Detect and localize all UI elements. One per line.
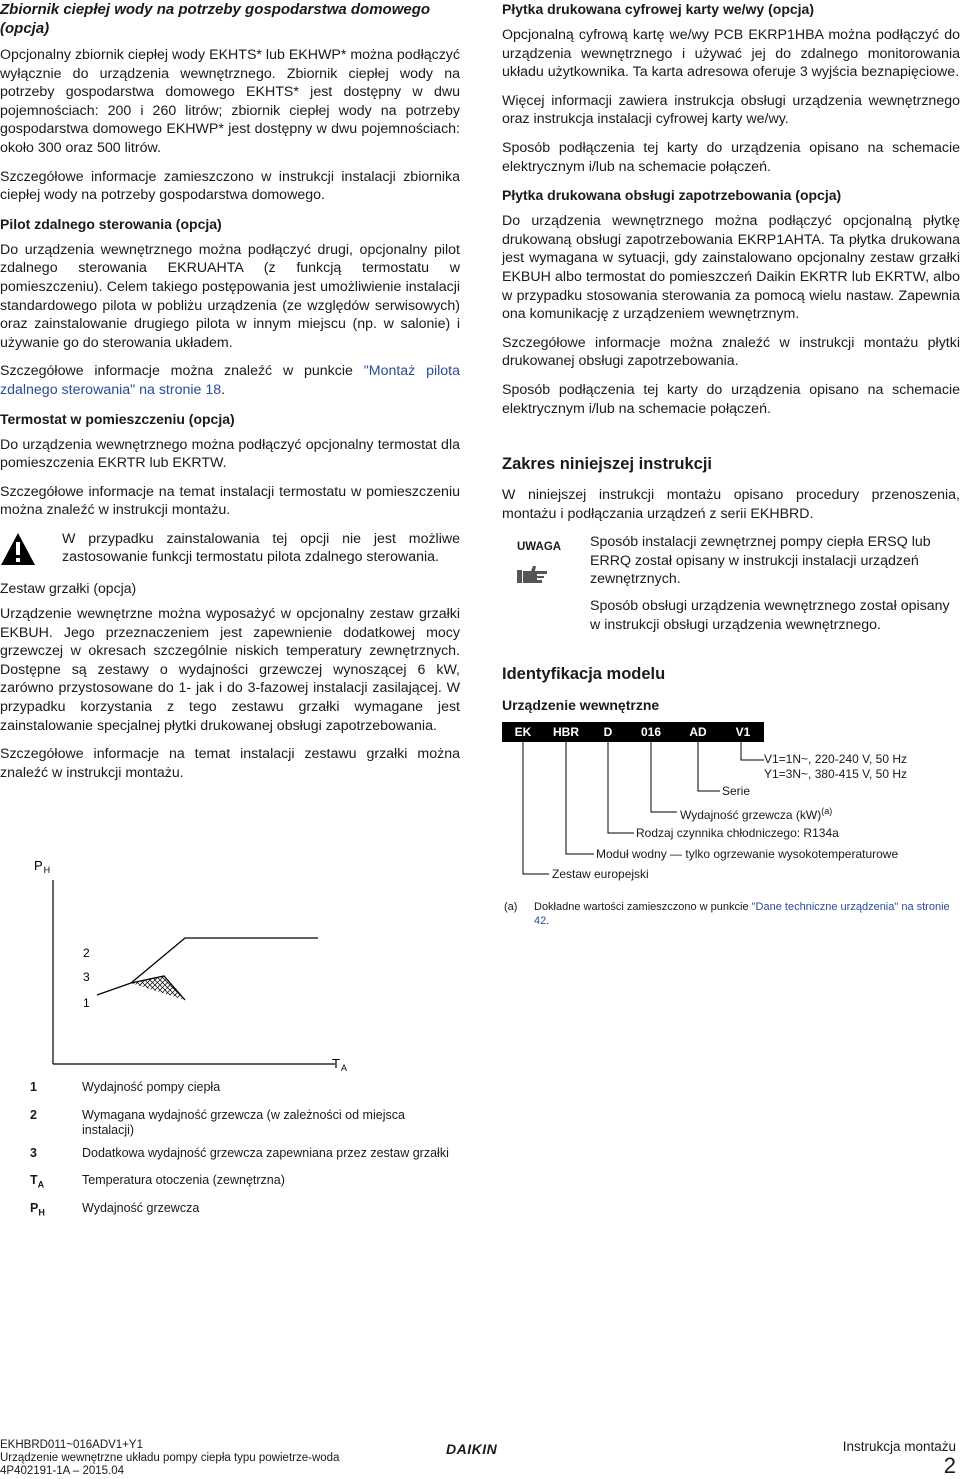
daikin-logo: DAIKIN (446, 1441, 498, 1457)
remote-ref-text: Szczegółowe informacje można znaleźć w punkcie (0, 363, 364, 380)
demand-pcb-paragraph-2: Szczegółowe informacje można znaleźć w instrukcji montażu płytki drukowanej obsługi zapotrzebowania. (502, 334, 960, 370)
graph-marker-2: 2 (83, 946, 90, 960)
warning-triangle-icon (0, 532, 36, 566)
demand-pcb-heading: Płytka drukowana obsługi zapotrzebowania (opcja) (502, 187, 842, 204)
tank-paragraph-1: Opcjonalny zbiornik ciepłej wody EKHTS* lub EKHWP* można podłączyć wyłącznie do urządzenia wewnętrznego. Zbiornik ciepłej wody na potrzeby gospodarstwa domowego EKHTS* jest dostępny w dwu pojemnościach: 200 i 260 litrów; zbiornik ciepłej wody na potrzeby gospodarstwa domowego EKHWP* jest dostępny w dwu pojemnościach: około 300 oraz 500 litrów. (0, 47, 460, 156)
legend-key: 3 (30, 1145, 37, 1160)
warning-block (0, 530, 460, 567)
graph-y-label: $P_H$ (34, 858, 51, 875)
graph-marker-1: 1 (83, 996, 90, 1010)
legend-text: Wydajność grzewcza (82, 1200, 200, 1215)
digital-io-heading: Płytka drukowana cyfrowej karty we/wy (opcja) (502, 1, 814, 17)
scope-heading: Zakres niniejszej instrukcji (502, 455, 713, 474)
legend-item (30, 1146, 450, 1166)
note-paragraph-2: Sposób obsługi urządzenia wewnętrznego został opisany w instrukcji obsługi urządzenia wewnętrznego. (590, 598, 950, 633)
note-side (502, 533, 590, 642)
footer-description: Urządzenie wewnętrzne układu pompy ciepła typu powietrze-woda (0, 1452, 340, 1465)
graph-required-line (131, 938, 318, 983)
footer-manual-label: Instrukcja montażu (842, 1439, 956, 1454)
model-label-refrigerant: Rodzaj czynnika chłodniczego: R134a (636, 826, 839, 841)
footnote-key: (a) (504, 901, 518, 914)
footnote (502, 900, 960, 928)
remote-ref-end: . (221, 381, 226, 398)
graph-legend (30, 1080, 450, 1228)
remote-paragraph-2 (0, 362, 460, 399)
model-code-ek: EK (514, 725, 532, 740)
left-column (0, 0, 460, 792)
legend-key: $P_H$ (30, 1200, 45, 1217)
note-body (590, 533, 960, 642)
model-label-european: Zestaw europejski (552, 867, 649, 882)
model-label-voltage-2: Y1=3N~, 380-415 V, 50 Hz (764, 767, 907, 782)
note-block (502, 533, 960, 642)
legend-text: Wydajność pompy ciepła (82, 1080, 221, 1094)
note-paragraph-1: Sposób instalacji zewnętrznej pompy ciepła ERSQ lub ERRQ został opisany w instrukcji instalacji urządzeń zewnętrznych. (590, 534, 931, 588)
legend-key: 2 (30, 1107, 37, 1122)
model-label-voltage-1: V1=1N~, 220-240 V, 50 Hz (764, 752, 907, 767)
footnote-text (534, 900, 960, 928)
model-code-hbr: HBR (553, 725, 579, 740)
model-code-d: D (603, 725, 613, 740)
legend-key: 1 (30, 1080, 37, 1094)
footnote-link[interactable]: "Dane techniczne urządzenia" na stronie 42 (534, 901, 950, 928)
indoor-unit-heading: Urządzenie wewnętrzne (502, 697, 660, 714)
footer-doc-info (0, 1439, 339, 1479)
legend-key: $T_A$ (30, 1173, 45, 1190)
model-code-v1: V1 (735, 725, 751, 740)
model-code-diagram (502, 722, 960, 894)
model-code-ad: AD (689, 725, 707, 740)
legend-text: Dodatkowa wydajność grzewcza zapewniana przez zestaw grzałki (82, 1145, 449, 1160)
heater-heading: Zestaw grzałki (opcja) (0, 580, 137, 597)
legend-text: Wymagana wydajność grzewcza (w zależności od miejsca instalacji) (82, 1107, 405, 1137)
digital-io-paragraph-3: Sposób podłączenia tej karty do urządzenia opisano na schemacie elektrycznym i/lub na schemacie połączeń. (502, 139, 960, 175)
footnote-pre: Dokładne wartości zamieszczono w punkcie (534, 901, 752, 914)
thermostat-paragraph-2: Szczegółowe informacje na temat instalacji termostatu w pomieszczeniu można znaleźć w instrukcji montażu. (0, 483, 460, 519)
remote-heading: Pilot zdalnego sterowania (opcja) (0, 215, 222, 232)
footnote-end: . (546, 915, 550, 928)
warning-text: W przypadku zainstalowania tej opcji nie jest możliwe zastosowanie funkcji termostatu pilota zdalnego sterowania. (62, 530, 460, 566)
thermostat-heading: Termostat w pomieszczeniu (opcja) (0, 410, 235, 427)
legend-text: Temperatura otoczenia (zewnętrzna) (82, 1173, 285, 1187)
demand-pcb-paragraph-1: Do urządzenia wewnętrznego można podłączyć opcjonalną płytkę drukowaną obsługi zapotrzebowania EKRP1AHTA. Ta płytka drukowana jest wymagana w sytuacji, gdy zainstalowano opcjonalny zestaw grzałki EKBUH albo termostat do pomieszczeń Daikin EKRTR lub EKRTW, albo w przypadku stosowania sterowania za pomocą wielu nastaw. Zapewnia ona komunikację z urządzeniem wewnętrznym. (502, 213, 960, 323)
model-ident-heading: Identyfikacja modelu (502, 665, 666, 684)
note-label: UWAGA (517, 541, 562, 554)
heater-paragraph-2: Szczegółowe informacje na temat instalacji zestawu grzałki można znaleźć w instrukcji montażu. (0, 746, 460, 781)
model-label-capacity: Wydajność grzewcza (kW)$^{(a)}$ (680, 806, 833, 823)
legend-item (30, 1108, 450, 1138)
page-number: 2 (943, 1453, 956, 1478)
graph-x-label: $T_A$ (332, 1056, 347, 1073)
thermostat-paragraph-1: Do urządzenia wewnętrznego można podłączyć opcjonalny termostat dla pomieszczenia EKRTR lub EKRTW. (0, 436, 460, 472)
page-footer (0, 1439, 960, 1479)
graph-marker-3: 3 (83, 970, 90, 984)
demand-pcb-paragraph-3: Sposób podłączenia tej karty do urządzenia opisano na schemacie elektrycznym i/lub na schemacie połączeń. (502, 381, 960, 417)
heating-capacity-graph (0, 850, 460, 1080)
remote-paragraph-1: Do urządzenia wewnętrznego można podłączyć drugi, opcjonalny pilot zdalnego sterowania EKRUAHTA (z funkcją termostatu w pomieszczeniu). Celem takiego postępowania jest umożliwienie instalacji standardowego pilota w pobliżu urządzenia (ze względów serwisowych) oraz zainstalowanie drugiego pilota w innym miejscu (np. w salonie) i używanie go do sterowania układem. (0, 241, 460, 351)
model-label-hydro: Moduł wodny — tylko ogrzewanie wysokotemperaturowe (596, 847, 899, 862)
graph-hatched-area (131, 976, 185, 1000)
digital-io-paragraph-1: Opcjonalną cyfrową kartę we/wy PCB EKRP1HBA można podłączyć do urządzenia wewnętrznego i używać jej do zdalnego monitorowania układu użytkownika. Ta karta adresowa oferuje 3 wyjścia beznapięciowe. (502, 27, 960, 81)
legend-item (30, 1173, 450, 1193)
tank-paragraph-2: Szczegółowe informacje zamieszczono w instrukcji instalacji zbiornika ciepłej wody na potrzeby gospodarstwa domowego. (0, 168, 460, 204)
pointing-hand-icon (517, 563, 549, 585)
model-code-016: 016 (640, 725, 662, 740)
legend-item (30, 1201, 450, 1221)
legend-item (30, 1080, 450, 1100)
footer-doc-code: 4P402191-1A – 2015.04 (0, 1465, 125, 1478)
scope-paragraph: W niniejszej instrukcji montażu opisano procedury przenoszenia, montażu i podłączania urządzeń z serii EKHBRD. (502, 487, 960, 522)
right-column (502, 0, 960, 928)
model-label-series: Serie (722, 784, 751, 799)
footer-model: EKHBRD011~016ADV1+Y1 (0, 1439, 143, 1451)
tank-heading: Zbiornik ciepłej wody na potrzeby gospodarstwa domowego (opcja) (0, 1, 431, 37)
remote-ref-link[interactable]: "Montaż pilota zdalnego sterowania" na stronie 18 (0, 363, 461, 398)
digital-io-paragraph-2: Więcej informacji zawiera instrukcja obsługi urządzenia wewnętrznego oraz instrukcja instalacji cyfrowej karty we/wy. (502, 92, 960, 128)
heater-paragraph-1: Urządzenie wewnętrzne można wyposażyć w opcjonalny zestaw grzałki EKBUH. Jego przeznaczeniem jest zapewnienie dodatkowej mocy grzewczej w okresach szczególnie niskich temperatury zewnętrznych. Dostępne są zestawy o wydajności grzewczej wynoszącej 6 kW, zarówno przystosowane do 1- jak i do 3-fazowej instalacji zasilającej. W przypadku korzystania z tego zestawu grzałki wymagane jest zainstalowanie specjalnej płytki drukowanej obsługi zapotrzebowania. (0, 606, 460, 734)
